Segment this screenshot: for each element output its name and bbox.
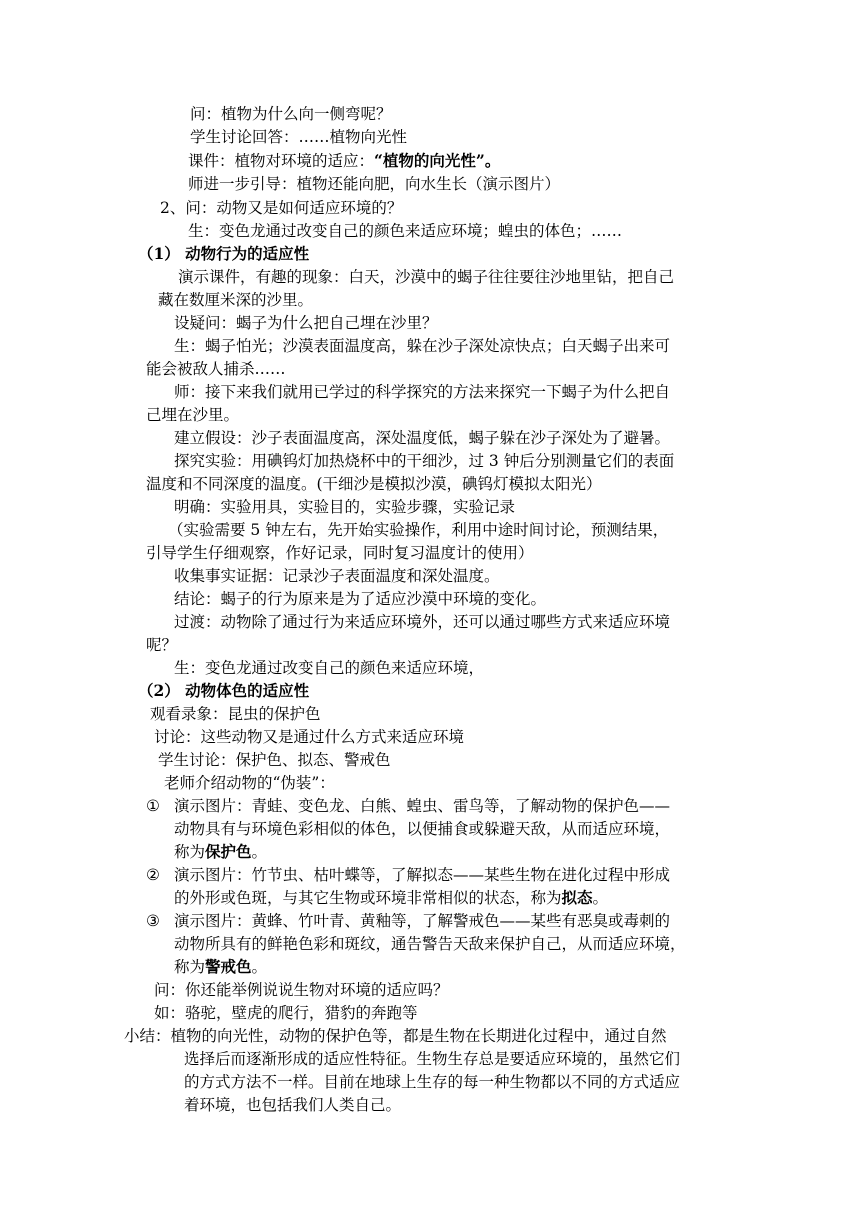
text-line: 老师介绍动物的“伪装”： — [164, 774, 335, 792]
text-line: 讨论：这些动物又是通过什么方式来适应环境 — [154, 728, 465, 746]
text-line: 建立假设：沙子表面温度高，深处温度低，蝎子躲在沙子深处为了避暑。 — [174, 429, 671, 447]
text-line: 能会被敌人捕杀…… — [146, 360, 286, 378]
bold-term: “植物的向光性”。 — [374, 151, 501, 170]
text-line: 观看录象：昆虫的保护色 — [150, 705, 321, 723]
text-line: 生：变色龙通过改变自己的颜色来适应环境；蝗虫的体色；…… — [188, 222, 623, 240]
text-span: 称为 — [174, 958, 206, 976]
bold-term: 警戒色 — [205, 957, 252, 976]
text-line — [188, 150, 500, 172]
text-line: 引导学生仔细观察，作好记录，同时复习温度计的使用） — [146, 544, 534, 562]
text-line: 藏在数厘米深的沙里。 — [158, 291, 314, 309]
text-line: 设疑问：蝎子为什么把自己埋在沙里？ — [174, 314, 438, 332]
summary-line: 小结：植物的向光性，动物的保护色等，都是生物在长期进化过程中，通过自然 — [124, 1027, 667, 1045]
list-item-text: 动物所具有的鲜艳色彩和斑纹，通告警告天敌来保护自己，从而适应环境， — [174, 935, 686, 953]
text-line: 生：变色龙通过改变自己的颜色来适应环境， — [174, 659, 485, 677]
list-item-text: 动物具有与环境色彩相似的体色，以便捕食或躲避天敌，从而适应环境， — [174, 820, 671, 838]
list-number: ③ — [146, 912, 160, 930]
text-line: 收集事实证据：记录沙子表面温度和深处温度。 — [174, 567, 500, 585]
summary-line: 着环境，也包括我们人类自己。 — [184, 1096, 402, 1114]
text-line: 学生讨论：保护色、拟态、警戒色 — [158, 751, 391, 769]
list-item-text — [174, 956, 267, 978]
text-line: 如：骆驼，壁虎的爬行，猎豹的奔跑等 — [154, 1004, 418, 1022]
text-line: 温度和不同深度的温度。(干细沙是模拟沙漠，碘钨灯模拟太阳光） — [146, 475, 602, 493]
list-item-text: 演示图片：青蛙、变色龙、白熊、蝗虫、雷鸟等，了解动物的保护色—— — [174, 797, 671, 815]
text-line: 结论：蝎子的行为原来是为了适应沙漠中环境的变化。 — [174, 590, 547, 608]
list-item-text — [174, 887, 608, 909]
text-line: 学生讨论回答：……植物向光性 — [190, 128, 408, 146]
summary-line: 的方式方法不一样。目前在地球上生存的每一种生物都以不同的方式适应 — [184, 1073, 681, 1091]
text-line: （实验需要 5 钟左右，先开始实验操作，利用中途时间讨论，预测结果， — [168, 521, 669, 539]
text-line: 演示课件，有趣的现象：白天，沙漠中的蝎子往往要往沙地里钻，把自己 — [178, 268, 675, 286]
text-span: 。 — [251, 958, 268, 976]
bold-term: 拟态 — [561, 888, 593, 907]
text-line: 问：植物为什么向一侧弯呢？ — [190, 105, 392, 123]
list-item-text: 演示图片：黄蜂、竹叶青、黄釉等，了解警戒色——某些有恶臭或毒刺的 — [174, 912, 671, 930]
text-line: 探究实验：用碘钨灯加热烧杯中的干细沙，过 3 钟后分别测量它们的表面 — [174, 452, 675, 470]
text-line: 己埋在沙里。 — [146, 406, 240, 424]
text-line: 过渡：动物除了通过行为来适应环境外，还可以通过哪些方式来适应环境 — [174, 613, 671, 631]
text-line: 呢？ — [146, 636, 178, 654]
text-line: 生：蝎子怕光；沙漠表面温度高，躲在沙子深处凉快点；白天蝎子出来可 — [174, 337, 671, 355]
text-line: 问：你还能举例说说生物对环境的适应吗？ — [154, 981, 449, 999]
text-line: 2、问：动物又是如何适应环境的？ — [160, 199, 403, 217]
section-heading: （1） 动物行为的适应性 — [138, 244, 310, 263]
list-item-text — [174, 841, 267, 863]
text-span: 的外形或色斑，与其它生物或环境非常相似的状态，称为 — [174, 889, 562, 907]
text-line: 师进一步引导：植物还能向肥，向水生长（演示图片） — [188, 175, 561, 193]
section-heading: （2） 动物体色的适应性 — [138, 681, 310, 700]
list-item-text: 演示图片：竹节虫、枯叶蝶等，了解拟态——某些生物在进化过程中形成 — [174, 866, 671, 884]
text-span: 。 — [251, 843, 268, 861]
summary-line: 选择后而逐渐形成的适应性特征。生物生存总是要适应环境的，虽然它们 — [184, 1050, 681, 1068]
text-span: 课件：植物对环境的适应： — [188, 152, 375, 170]
text-line: 明确：实验用具，实验目的，实验步骤，实验记录 — [174, 498, 516, 516]
text-span: 称为 — [174, 843, 206, 861]
text-span: 。 — [592, 889, 609, 907]
list-number: ① — [146, 797, 160, 815]
text-line: 师：接下来我们就用已学过的科学探究的方法来探究一下蝎子为什么把自 — [174, 383, 671, 401]
list-number: ② — [146, 866, 160, 884]
bold-term: 保护色 — [205, 842, 252, 861]
